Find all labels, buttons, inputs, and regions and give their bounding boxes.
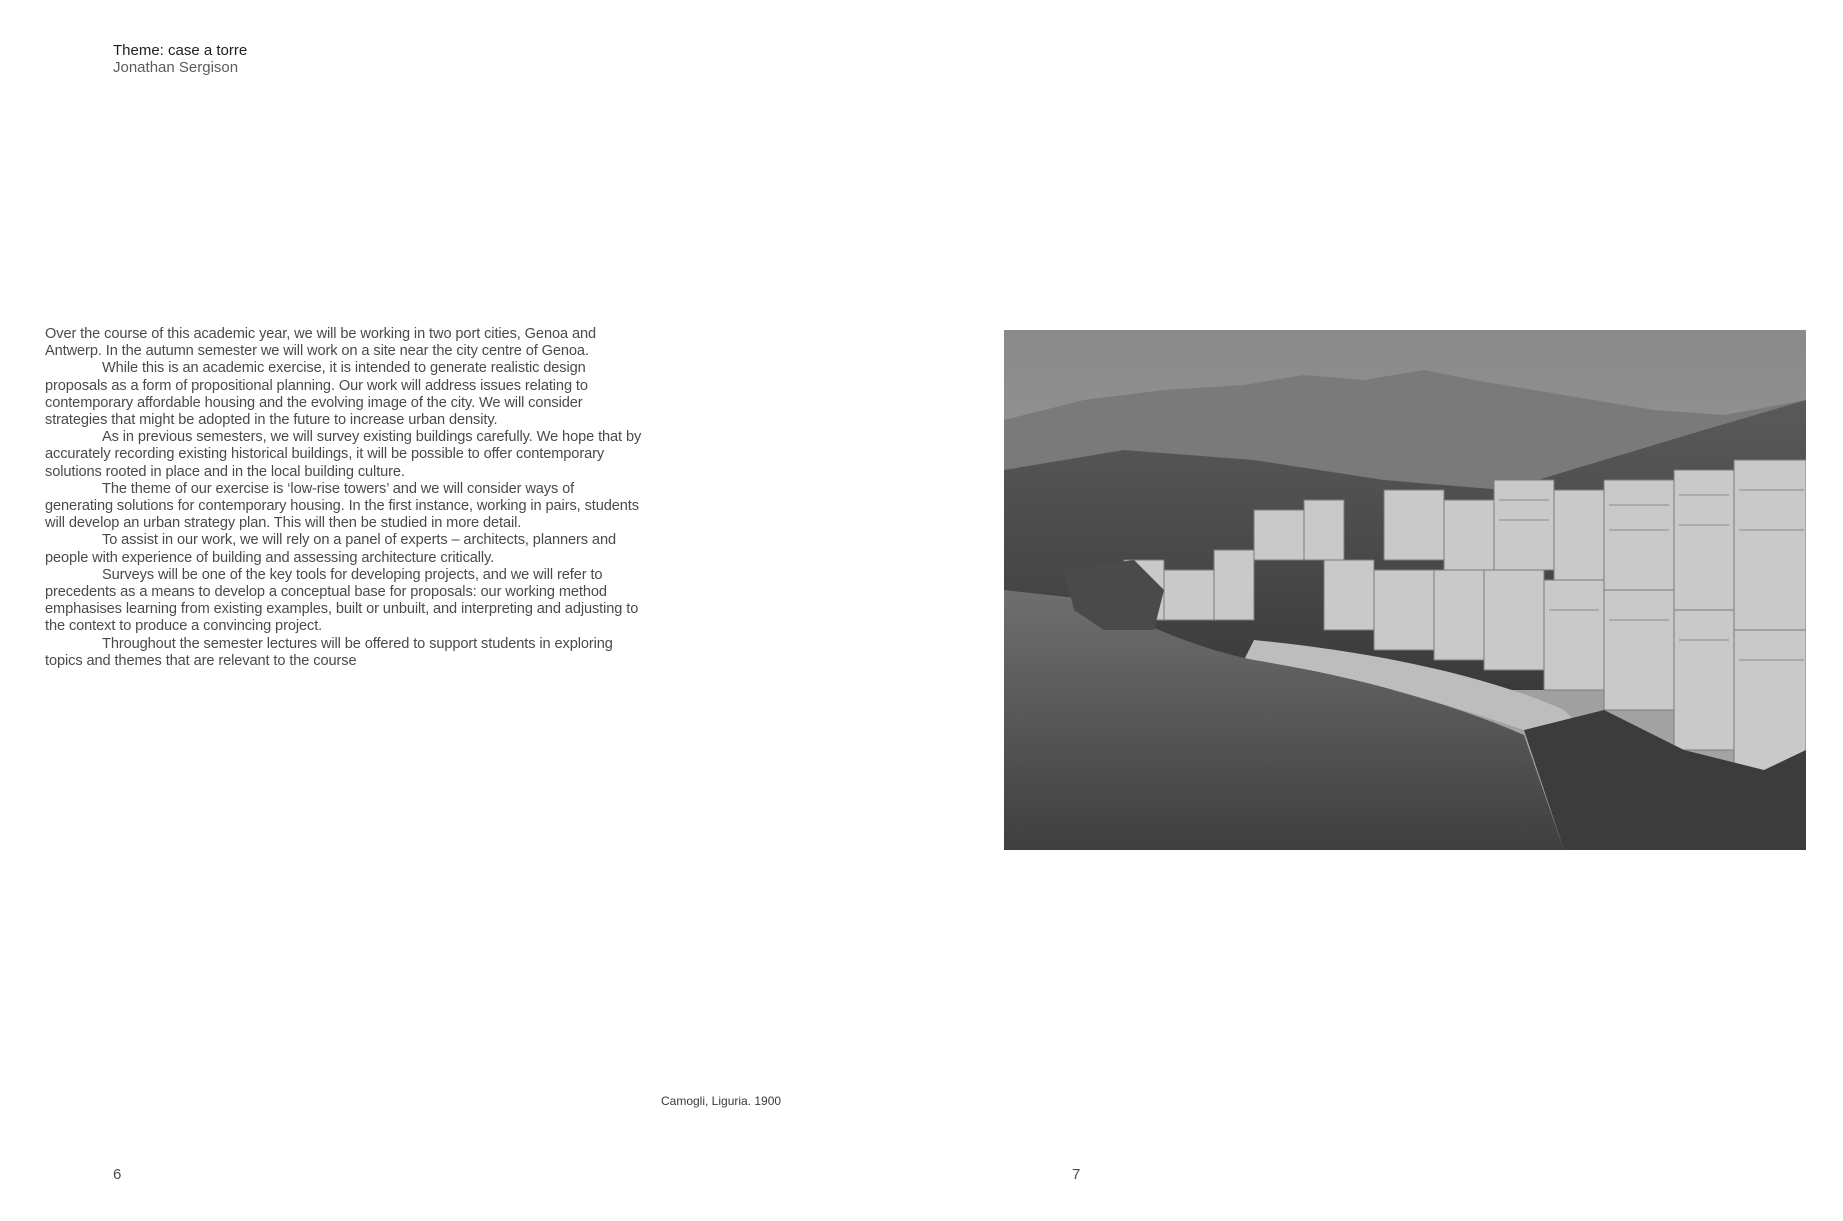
body-paragraph: Over the course of this academic year, we will be working in two port cities, Genoa and Antwerp. In the autumn semester we will work on a site near the city centre of Genoa. <box>45 326 596 360</box>
body-paragraph: While this is an academic exercise, it is intended to generate realistic design proposals as a form of propositional planning. Our work will address issues relating to contemporary affordable housing and the evolving image of the city. We will consider strategies that might be adopted in the future to increase urban density. <box>45 360 588 429</box>
article-author: Jonathan Sergison <box>113 59 239 76</box>
harbour-town-photo <box>1004 330 1806 850</box>
photo-illustration <box>1004 330 1806 850</box>
page-number-right: 7 <box>1072 1166 1081 1183</box>
body-paragraph: Throughout the semester lectures will be offered to support students in exploring topics and themes that are relevant to the course <box>45 635 613 669</box>
article-header <box>113 42 247 76</box>
body-paragraph: The theme of our exercise is ‘low-rise towers’ and we will consider ways of generating solutions for contemporary housing. In the first instance, working in pairs, students will develop an urban strategy plan. This will then be studied in more detail. <box>45 480 639 532</box>
body-paragraph: Surveys will be one of the key tools for developing projects, and we will refer to precedents as a means to develop a conceptual base for proposals: our working method emphasises learning from existing examples, built or unbuilt, and interpreting and adjusting to the context to produce a convincing project. <box>45 566 639 635</box>
article-body <box>45 326 645 670</box>
body-paragraph: As in previous semesters, we will survey existing buildings carefully. We hope that by accurately recording existing historical buildings, it will be possible to offer contemporary solutions rooted in place and in the local building culture. <box>45 429 642 480</box>
article-title: Theme: case a torre <box>113 42 248 59</box>
photo-caption: Camogli, Liguria. 1900 <box>661 1094 782 1108</box>
body-paragraph: To assist in our work, we will rely on a panel of experts – architects, planners and people with experience of building and assessing architecture critically. <box>45 532 616 566</box>
left-page <box>0 0 921 1221</box>
page-number-left: 6 <box>113 1166 122 1183</box>
